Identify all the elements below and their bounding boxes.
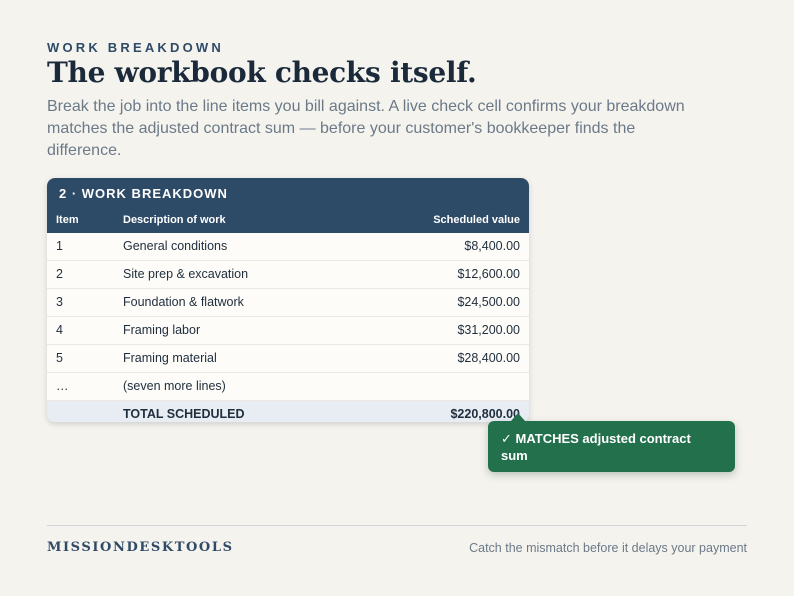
row-item-number: 2 <box>56 267 63 281</box>
table-row <box>47 289 529 317</box>
row-scheduled-value: $28,400.00 <box>457 351 520 365</box>
row-item-number: 4 <box>56 323 63 337</box>
table-row-ellipsis <box>47 373 529 401</box>
row-scheduled-value: $31,200.00 <box>457 323 520 337</box>
row-item-number: 5 <box>56 351 63 365</box>
row-scheduled-value: $24,500.00 <box>457 295 520 309</box>
footer-divider <box>47 525 747 526</box>
column-header-description: Description of work <box>123 214 226 226</box>
row-description: Framing material <box>123 351 217 365</box>
row-item-number: … <box>56 379 69 393</box>
brand-logo[interactable]: MISSIONDESKTOOLS <box>47 540 234 555</box>
row-description: Framing labor <box>123 323 201 337</box>
row-description: General conditions <box>123 239 228 253</box>
row-description: Foundation & flatwork <box>123 295 244 309</box>
table-row <box>47 261 529 289</box>
table-title: 2 · WORK BREAKDOWN <box>59 186 228 201</box>
row-description: Site prep & excavation <box>123 267 249 281</box>
page-title: The workbook checks itself. <box>47 56 477 89</box>
table-row <box>47 233 529 261</box>
total-row <box>47 401 529 422</box>
badge-pointer <box>511 413 525 421</box>
section-description: Break the job into the line items you bill against. A live check cell confirms your breakdown matches the adjusted contract sum — before your customer's bookkeeper finds the difference. <box>47 98 685 159</box>
column-header-scheduled-value: Scheduled value <box>433 214 520 226</box>
row-item-number: 3 <box>56 295 63 309</box>
row-scheduled-value: $12,600.00 <box>457 267 520 281</box>
section-eyebrow: WORK BREAKDOWN <box>47 40 224 55</box>
table-header <box>47 178 529 233</box>
column-header-item: Item <box>56 214 79 226</box>
table-row <box>47 345 529 373</box>
row-item-number: 1 <box>56 239 63 253</box>
work-breakdown-table <box>47 178 529 422</box>
total-value: $220,800.00 <box>450 407 520 421</box>
table-row <box>47 317 529 345</box>
row-scheduled-value: $8,400.00 <box>464 239 520 253</box>
total-label: TOTAL SCHEDULED <box>123 407 245 421</box>
footer-tagline: Catch the mismatch before it delays your payment <box>469 541 747 555</box>
check-status-badge: ✓ MATCHES adjusted contract sum <box>488 421 735 472</box>
row-description: (seven more lines) <box>123 379 226 393</box>
